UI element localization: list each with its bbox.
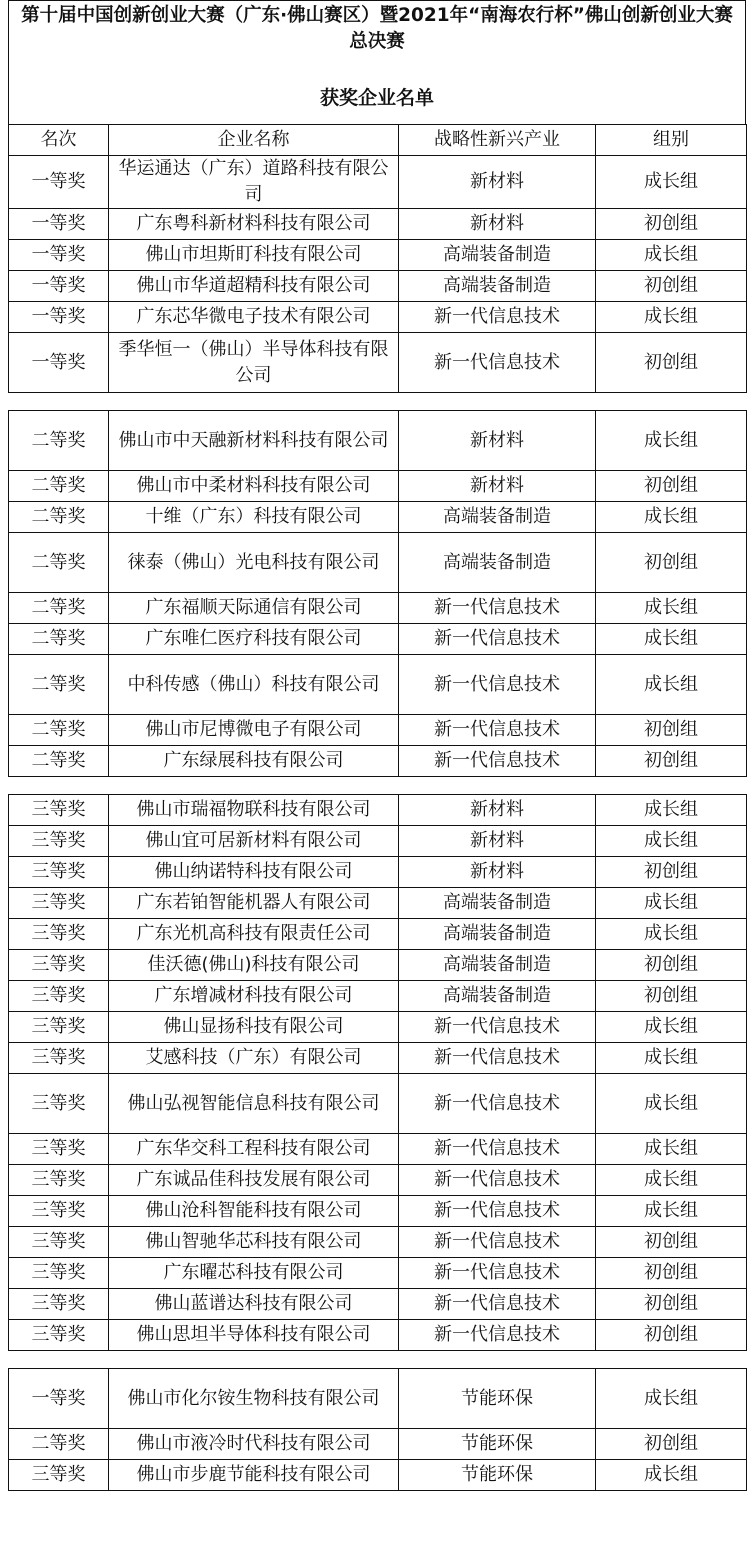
- table-row: [9, 746, 747, 777]
- company-cell: 广东芯华微电子技术有限公司: [109, 302, 399, 333]
- rank-cell: 三等奖: [9, 1012, 109, 1043]
- table-row: [9, 624, 747, 655]
- table-row: [9, 1012, 747, 1043]
- rank-cell: 一等奖: [9, 1369, 109, 1429]
- group-cell: 初创组: [596, 209, 747, 240]
- company-cell: 佛山思坦半导体科技有限公司: [109, 1320, 399, 1351]
- rank-cell: 二等奖: [9, 624, 109, 655]
- industry-cell: 高端装备制造: [399, 533, 596, 593]
- rank-cell: 三等奖: [9, 1134, 109, 1165]
- group-cell: 成长组: [596, 888, 747, 919]
- company-cell: 佛山蓝谱达科技有限公司: [109, 1289, 399, 1320]
- group-cell: 初创组: [596, 533, 747, 593]
- group-cell: 初创组: [596, 715, 747, 746]
- company-cell: 佛山市华道超精科技有限公司: [109, 271, 399, 302]
- table-row: [9, 1227, 747, 1258]
- group-gap: [9, 1351, 747, 1369]
- rank-cell: 一等奖: [9, 156, 109, 209]
- industry-cell: 新一代信息技术: [399, 715, 596, 746]
- industry-cell: 新一代信息技术: [399, 1196, 596, 1227]
- industry-cell: 高端装备制造: [399, 919, 596, 950]
- company-cell: 艾感科技（广东）有限公司: [109, 1043, 399, 1074]
- group-cell: 初创组: [596, 950, 747, 981]
- industry-cell: 新材料: [399, 795, 596, 826]
- industry-cell: 新一代信息技术: [399, 1258, 596, 1289]
- company-cell: 徕泰（佛山）光电科技有限公司: [109, 533, 399, 593]
- company-cell: 广东曜芯科技有限公司: [109, 1258, 399, 1289]
- rank-cell: 三等奖: [9, 1165, 109, 1196]
- company-cell: 广东华交科工程科技有限公司: [109, 1134, 399, 1165]
- company-cell: 广东增减材科技有限公司: [109, 981, 399, 1012]
- award-document: [8, 0, 746, 1491]
- group-cell: 成长组: [596, 411, 747, 471]
- award-table: [8, 124, 747, 1491]
- group-cell: 初创组: [596, 471, 747, 502]
- rank-cell: 二等奖: [9, 1429, 109, 1460]
- group-cell: 成长组: [596, 156, 747, 209]
- table-row: [9, 1196, 747, 1227]
- industry-cell: 新材料: [399, 209, 596, 240]
- rank-cell: 三等奖: [9, 857, 109, 888]
- rank-cell: 三等奖: [9, 981, 109, 1012]
- company-cell: 佛山显扬科技有限公司: [109, 1012, 399, 1043]
- group-cell: 成长组: [596, 795, 747, 826]
- table-row: [9, 1460, 747, 1491]
- rank-cell: 一等奖: [9, 240, 109, 271]
- group-cell: 成长组: [596, 1043, 747, 1074]
- table-row: [9, 1043, 747, 1074]
- group-cell: 初创组: [596, 1429, 747, 1460]
- rank-cell: 三等奖: [9, 1196, 109, 1227]
- company-cell: 佛山宜可居新材料有限公司: [109, 826, 399, 857]
- industry-cell: 高端装备制造: [399, 981, 596, 1012]
- company-cell: 佛山市液冷时代科技有限公司: [109, 1429, 399, 1460]
- table-row: [9, 655, 747, 715]
- group-cell: 初创组: [596, 857, 747, 888]
- company-cell: 十维（广东）科技有限公司: [109, 502, 399, 533]
- award-table-body: [9, 125, 747, 1491]
- company-cell: 佛山市步鹿节能科技有限公司: [109, 1460, 399, 1491]
- table-row: [9, 1165, 747, 1196]
- company-cell: 佛山市尼博微电子有限公司: [109, 715, 399, 746]
- header-industry: 战略性新兴产业: [399, 125, 596, 156]
- industry-cell: 新一代信息技术: [399, 1012, 596, 1043]
- rank-cell: 一等奖: [9, 302, 109, 333]
- group-cell: 成长组: [596, 826, 747, 857]
- company-cell: 广东唯仁医疗科技有限公司: [109, 624, 399, 655]
- company-cell: 佛山市中天融新材料科技有限公司: [109, 411, 399, 471]
- group-cell: 成长组: [596, 502, 747, 533]
- group-gap-cell: [9, 777, 747, 795]
- table-row: [9, 1289, 747, 1320]
- industry-cell: 新一代信息技术: [399, 624, 596, 655]
- table-row: [9, 240, 747, 271]
- table-row: [9, 715, 747, 746]
- rank-cell: 二等奖: [9, 655, 109, 715]
- table-row: [9, 533, 747, 593]
- page-title: 第十届中国创新创业大赛（广东·佛山赛区）暨2021年“南海农行杯”佛山创新创业大赛总决赛: [21, 5, 733, 52]
- table-row: [9, 826, 747, 857]
- group-cell: 成长组: [596, 1165, 747, 1196]
- group-cell: 初创组: [596, 1289, 747, 1320]
- industry-cell: 新一代信息技术: [399, 1074, 596, 1134]
- rank-cell: 三等奖: [9, 1258, 109, 1289]
- header-rank: 名次: [9, 125, 109, 156]
- industry-cell: 高端装备制造: [399, 502, 596, 533]
- industry-cell: 高端装备制造: [399, 271, 596, 302]
- industry-cell: 新一代信息技术: [399, 1134, 596, 1165]
- rank-cell: 三等奖: [9, 950, 109, 981]
- table-row: [9, 1429, 747, 1460]
- group-cell: 成长组: [596, 919, 747, 950]
- rank-cell: 三等奖: [9, 919, 109, 950]
- rank-cell: 二等奖: [9, 593, 109, 624]
- industry-cell: 新材料: [399, 857, 596, 888]
- rank-cell: 三等奖: [9, 888, 109, 919]
- table-row: [9, 1134, 747, 1165]
- company-cell: 广东福顺天际通信有限公司: [109, 593, 399, 624]
- rank-cell: 一等奖: [9, 209, 109, 240]
- group-gap-cell: [9, 1351, 747, 1369]
- group-cell: 成长组: [596, 1460, 747, 1491]
- group-cell: 初创组: [596, 1258, 747, 1289]
- group-gap-cell: [9, 393, 747, 411]
- industry-cell: 新一代信息技术: [399, 1227, 596, 1258]
- company-cell: 广东绿展科技有限公司: [109, 746, 399, 777]
- table-row: [9, 302, 747, 333]
- table-row: [9, 1074, 747, 1134]
- rank-cell: 三等奖: [9, 1043, 109, 1074]
- industry-cell: 节能环保: [399, 1429, 596, 1460]
- company-cell: 佛山市坦斯盯科技有限公司: [109, 240, 399, 271]
- rank-cell: 一等奖: [9, 271, 109, 302]
- group-cell: 成长组: [596, 1074, 747, 1134]
- rank-cell: 二等奖: [9, 746, 109, 777]
- group-cell: 初创组: [596, 1320, 747, 1351]
- rank-cell: 三等奖: [9, 826, 109, 857]
- industry-cell: 新一代信息技术: [399, 593, 596, 624]
- company-cell: 佛山沧科智能科技有限公司: [109, 1196, 399, 1227]
- group-cell: 成长组: [596, 1369, 747, 1429]
- company-cell: 季华恒一（佛山）半导体科技有限公司: [109, 333, 399, 393]
- table-row: [9, 1258, 747, 1289]
- table-row: [9, 411, 747, 471]
- group-cell: 成长组: [596, 240, 747, 271]
- rank-cell: 二等奖: [9, 411, 109, 471]
- industry-cell: 新一代信息技术: [399, 1289, 596, 1320]
- industry-cell: 高端装备制造: [399, 240, 596, 271]
- industry-cell: 新一代信息技术: [399, 746, 596, 777]
- rank-cell: 二等奖: [9, 715, 109, 746]
- group-cell: 成长组: [596, 593, 747, 624]
- company-cell: 佳沃德(佛山)科技有限公司: [109, 950, 399, 981]
- table-row: [9, 156, 747, 209]
- industry-cell: 高端装备制造: [399, 950, 596, 981]
- group-cell: 初创组: [596, 271, 747, 302]
- rank-cell: 二等奖: [9, 502, 109, 533]
- industry-cell: 高端装备制造: [399, 888, 596, 919]
- rank-cell: 三等奖: [9, 1320, 109, 1351]
- rank-cell: 三等奖: [9, 795, 109, 826]
- group-cell: 成长组: [596, 655, 747, 715]
- group-gap: [9, 777, 747, 795]
- company-cell: 广东光机高科技有限责任公司: [109, 919, 399, 950]
- company-cell: 佛山纳诺特科技有限公司: [109, 857, 399, 888]
- industry-cell: 新材料: [399, 471, 596, 502]
- table-row: [9, 888, 747, 919]
- industry-cell: 新一代信息技术: [399, 655, 596, 715]
- company-cell: 广东粤科新材料科技有限公司: [109, 209, 399, 240]
- table-row: [9, 795, 747, 826]
- group-cell: 成长组: [596, 1134, 747, 1165]
- rank-cell: 一等奖: [9, 333, 109, 393]
- group-cell: 初创组: [596, 1227, 747, 1258]
- group-cell: 成长组: [596, 302, 747, 333]
- title-box: [8, 0, 746, 124]
- table-row: [9, 981, 747, 1012]
- rank-cell: 二等奖: [9, 471, 109, 502]
- rank-cell: 三等奖: [9, 1289, 109, 1320]
- table-row: [9, 502, 747, 533]
- table-row: [9, 1320, 747, 1351]
- rank-cell: 二等奖: [9, 533, 109, 593]
- company-cell: 华运通达（广东）道路科技有限公司: [109, 156, 399, 209]
- company-cell: 佛山弘视智能信息科技有限公司: [109, 1074, 399, 1134]
- table-row: [9, 471, 747, 502]
- industry-cell: 新材料: [399, 826, 596, 857]
- group-cell: 成长组: [596, 1196, 747, 1227]
- group-cell: 初创组: [596, 333, 747, 393]
- company-cell: 中科传感（佛山）科技有限公司: [109, 655, 399, 715]
- group-gap: [9, 393, 747, 411]
- industry-cell: 新一代信息技术: [399, 1320, 596, 1351]
- rank-cell: 三等奖: [9, 1460, 109, 1491]
- table-row: [9, 919, 747, 950]
- company-cell: 广东若铂智能机器人有限公司: [109, 888, 399, 919]
- table-row: [9, 333, 747, 393]
- group-cell: 初创组: [596, 746, 747, 777]
- table-row: [9, 209, 747, 240]
- group-cell: 初创组: [596, 981, 747, 1012]
- company-cell: 佛山智驰华芯科技有限公司: [109, 1227, 399, 1258]
- rank-cell: 三等奖: [9, 1227, 109, 1258]
- header-row: [9, 125, 747, 156]
- table-row: [9, 271, 747, 302]
- rank-cell: 三等奖: [9, 1074, 109, 1134]
- company-cell: 佛山市瑞福物联科技有限公司: [109, 795, 399, 826]
- industry-cell: 新材料: [399, 156, 596, 209]
- table-row: [9, 857, 747, 888]
- page-subtitle: 获奖企业名单: [319, 87, 434, 109]
- header-group: 组别: [596, 125, 747, 156]
- group-cell: 成长组: [596, 1012, 747, 1043]
- group-cell: 成长组: [596, 624, 747, 655]
- industry-cell: 新材料: [399, 411, 596, 471]
- company-cell: 佛山市化尔铵生物科技有限公司: [109, 1369, 399, 1429]
- company-cell: 佛山市中柔材料科技有限公司: [109, 471, 399, 502]
- table-row: [9, 950, 747, 981]
- industry-cell: 新一代信息技术: [399, 302, 596, 333]
- industry-cell: 新一代信息技术: [399, 1165, 596, 1196]
- industry-cell: 节能环保: [399, 1460, 596, 1491]
- industry-cell: 新一代信息技术: [399, 1043, 596, 1074]
- company-cell: 广东诚品佳科技发展有限公司: [109, 1165, 399, 1196]
- table-row: [9, 593, 747, 624]
- industry-cell: 新一代信息技术: [399, 333, 596, 393]
- industry-cell: 节能环保: [399, 1369, 596, 1429]
- table-row: [9, 1369, 747, 1429]
- header-company: 企业名称: [109, 125, 399, 156]
